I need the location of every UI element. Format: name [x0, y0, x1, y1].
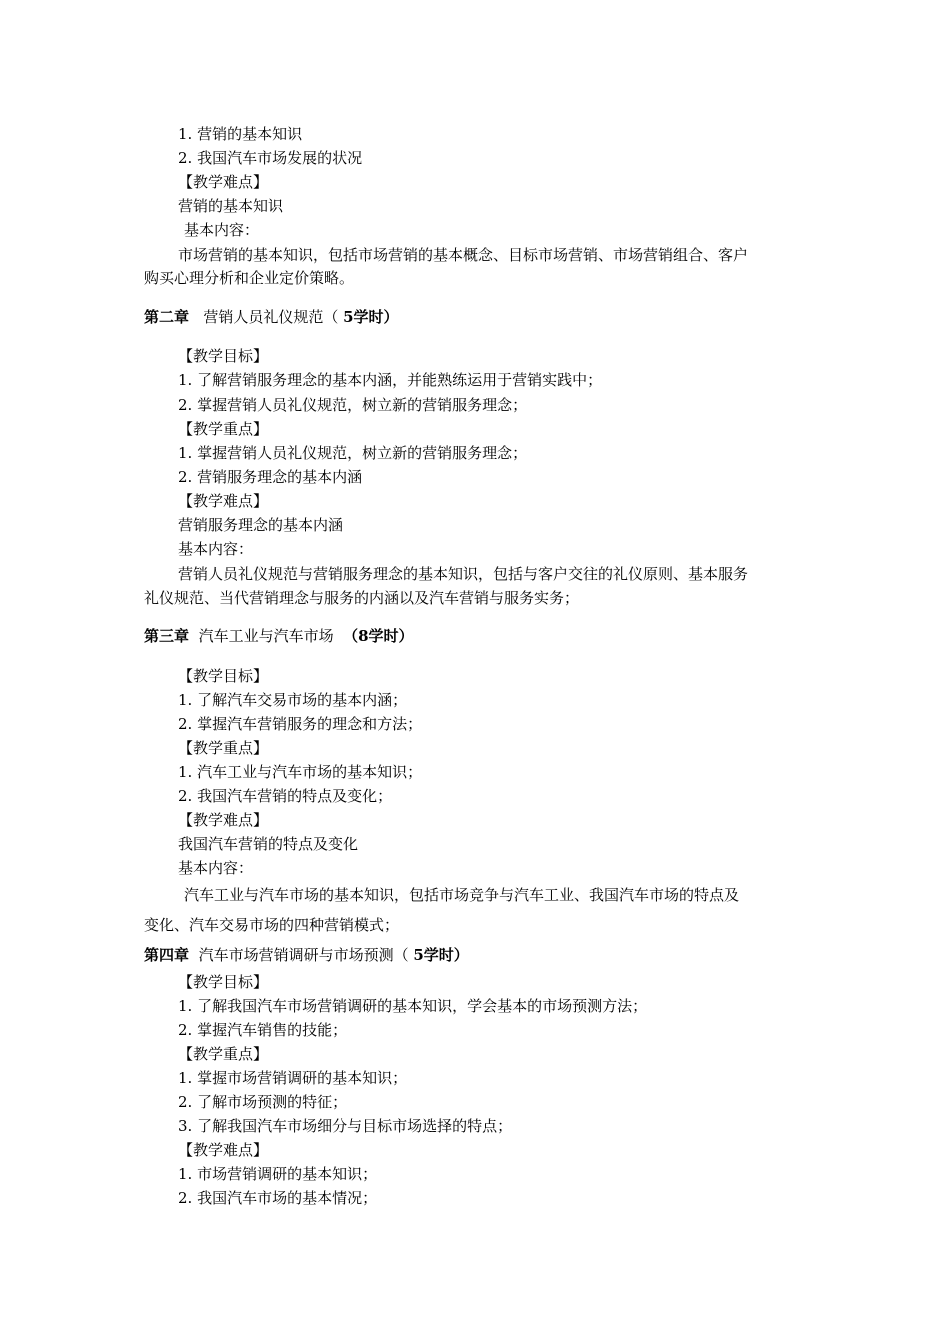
list-item: 3. 了解我国汽车市场细分与目标市场选择的特点； — [178, 1117, 513, 1135]
list-item: 1. 汽车工业与汽车市场的基本知识； — [178, 763, 423, 781]
content-label: 基本内容： — [178, 859, 254, 877]
chapter-title: 汽车工业与汽车市场 — [198, 627, 334, 645]
section-label-key: 【教学重点】 — [178, 420, 269, 438]
chapter-heading — [144, 945, 469, 965]
difficulty-text: 营销服务理念的基本内涵 — [178, 516, 344, 534]
difficulty-text: 我国汽车营销的特点及变化 — [178, 835, 359, 853]
section-label-difficulty: 【教学难点】 — [178, 811, 269, 829]
list-item: 2. 营销服务理念的基本内涵 — [178, 468, 363, 486]
list-item: 2. 掌握汽车营销服务的理念和方法； — [178, 715, 423, 733]
section-label-goal: 【教学目标】 — [178, 973, 269, 991]
list-item: 2. 掌握汽车销售的技能； — [178, 1021, 348, 1039]
section-label-difficulty: 【教学难点】 — [178, 173, 269, 191]
list-item: 1. 掌握营销人员礼仪规范，树立新的营销服务理念； — [178, 444, 528, 462]
chapter-number: 第三章 — [144, 627, 190, 645]
list-item: 1. 掌握市场营销调研的基本知识； — [178, 1069, 408, 1087]
list-item: 1. 了解营销服务理念的基本内涵，并能熟练运用于营销实践中； — [178, 371, 603, 389]
content-label: 基本内容： — [178, 540, 254, 558]
list-item: 1. 了解我国汽车市场营销调研的基本知识，学会基本的市场预测方法； — [178, 997, 648, 1015]
section-label-key: 【教学重点】 — [178, 739, 269, 757]
content-paragraph-line: 变化、汽车交易市场的四种营销模式； — [144, 916, 400, 934]
section-label-key: 【教学重点】 — [178, 1045, 269, 1063]
chapter-title: 营销人员礼仪规范（ — [203, 308, 339, 326]
content-paragraph-line: 市场营销的基本知识，包括市场营销的基本概念、目标市场营销、市场营销组合、客户 — [178, 246, 749, 264]
chapter-number: 第四章 — [144, 946, 190, 964]
chapter-heading — [144, 626, 414, 646]
chapter-hours: （8学时） — [343, 627, 414, 645]
content-label: 基本内容： — [184, 221, 260, 239]
chapter-hours: 5学时） — [413, 946, 469, 964]
list-item: 2. 我国汽车市场发展的状况 — [178, 149, 363, 167]
list-item: 2. 掌握营销人员礼仪规范，树立新的营销服务理念； — [178, 396, 528, 414]
content-paragraph-line: 汽车工业与汽车市场的基本知识，包括市场竞争与汽车工业、我国汽车市场的特点及 — [184, 886, 740, 904]
difficulty-text: 营销的基本知识 — [178, 197, 284, 215]
chapter-heading — [144, 307, 399, 327]
list-item: 2. 我国汽车营销的特点及变化； — [178, 787, 393, 805]
content-paragraph-line: 营销人员礼仪规范与营销服务理念的基本知识，包括与客户交往的礼仪原则、基本服务 — [178, 565, 749, 583]
list-item: 1. 了解汽车交易市场的基本内涵； — [178, 691, 408, 709]
section-label-goal: 【教学目标】 — [178, 667, 269, 685]
list-item: 2. 了解市场预测的特征； — [178, 1093, 348, 1111]
content-paragraph-line: 购买心理分析和企业定价策略。 — [144, 269, 355, 287]
list-item: 1. 营销的基本知识 — [178, 125, 303, 143]
section-label-difficulty: 【教学难点】 — [178, 1141, 269, 1159]
chapter-title: 汽车市场营销调研与市场预测（ — [198, 946, 409, 964]
content-paragraph-line: 礼仪规范、当代营销理念与服务的内涵以及汽车营销与服务实务； — [144, 589, 580, 607]
section-label-goal: 【教学目标】 — [178, 347, 269, 365]
list-item: 2. 我国汽车市场的基本情况； — [178, 1189, 378, 1207]
chapter-hours: 5学时） — [343, 308, 399, 326]
chapter-number: 第二章 — [144, 308, 190, 326]
list-item: 1. 市场营销调研的基本知识； — [178, 1165, 378, 1183]
section-label-difficulty: 【教学难点】 — [178, 492, 269, 510]
